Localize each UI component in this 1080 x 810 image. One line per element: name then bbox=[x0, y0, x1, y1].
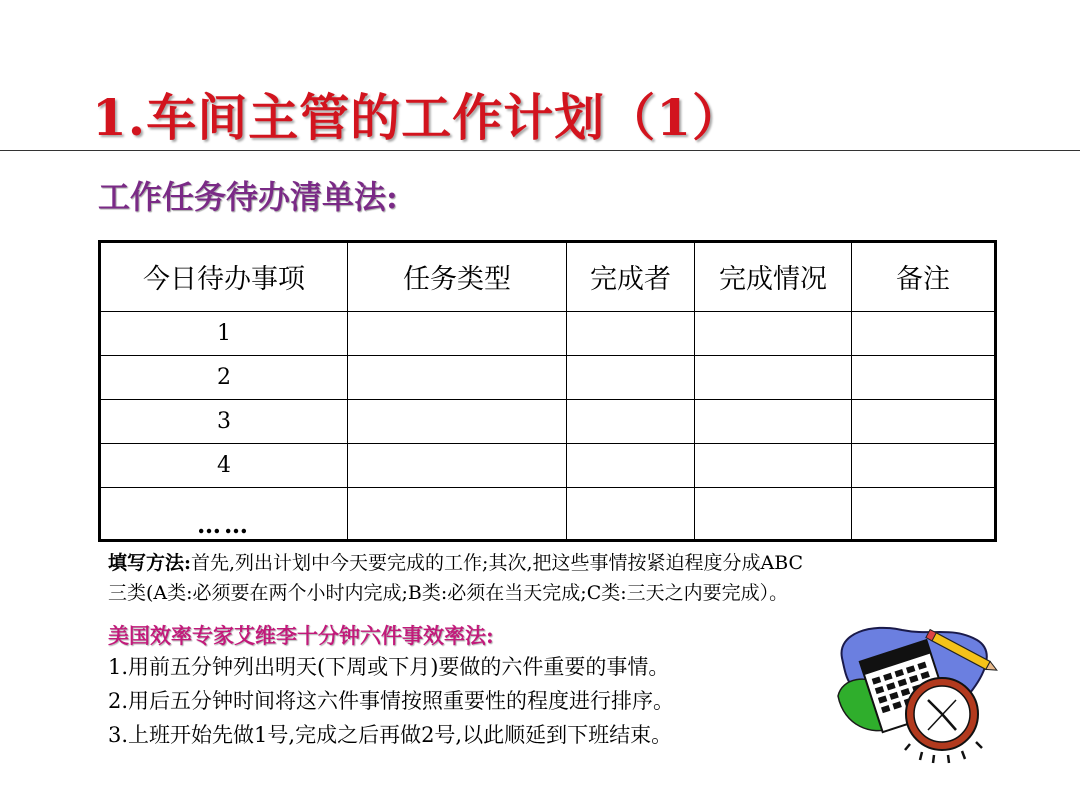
table-cell bbox=[695, 311, 852, 355]
table-row bbox=[100, 444, 996, 488]
header-cell: 备注 bbox=[852, 242, 996, 312]
page-title: 1.车间主管的工作计划（1） bbox=[92, 88, 743, 147]
list-item: 1.用前五分钟列出明天(下周或下月)要做的六件重要的事情。 bbox=[108, 655, 670, 679]
header-cell: 完成者 bbox=[567, 242, 695, 312]
header-cell: 今日待办事项 bbox=[100, 242, 348, 312]
todo-table bbox=[98, 240, 997, 542]
table-header-row bbox=[100, 242, 996, 312]
table-cell: 1 bbox=[100, 311, 348, 355]
fill-method-line-1 bbox=[108, 548, 1008, 578]
table-cell bbox=[348, 399, 567, 443]
table-cell: 3 bbox=[100, 399, 348, 443]
table-cell: 2 bbox=[100, 355, 348, 399]
fill-method-lead: 填写方法: bbox=[108, 552, 192, 574]
table-row bbox=[100, 355, 996, 399]
table-cell bbox=[348, 311, 567, 355]
fill-method-paragraph bbox=[108, 548, 1008, 608]
list-item: 2.用后五分钟时间将这六件事情按照重要性的程度进行排序。 bbox=[108, 689, 675, 713]
table-cell bbox=[695, 355, 852, 399]
table-cell bbox=[348, 355, 567, 399]
table-cell: 4 bbox=[100, 444, 348, 488]
expert-method-title: 美国效率专家艾维李十分钟六件事效率法: bbox=[108, 623, 494, 648]
table-cell bbox=[567, 488, 695, 541]
table-cell bbox=[852, 311, 996, 355]
expert-method-steps bbox=[108, 650, 674, 752]
table-cell bbox=[567, 355, 695, 399]
table-cell bbox=[852, 444, 996, 488]
table-row bbox=[100, 488, 996, 541]
table-cell bbox=[695, 444, 852, 488]
table-cell bbox=[348, 488, 567, 541]
header-cell: 完成情况 bbox=[695, 242, 852, 312]
table-cell bbox=[567, 399, 695, 443]
table-cell bbox=[567, 444, 695, 488]
table-row bbox=[100, 399, 996, 443]
table-cell bbox=[852, 488, 996, 541]
table-cell bbox=[852, 355, 996, 399]
table-cell bbox=[695, 399, 852, 443]
fill-method-line-2: 三类(A类:必须要在两个小时内完成;B类:必须在当天完成;C类:三天之内要完成）。 bbox=[108, 582, 789, 604]
fill-method-text: 首先,列出计划中今天要完成的工作;其次,把这些事情按紧迫程度分成ABC bbox=[191, 552, 804, 574]
table-row bbox=[100, 311, 996, 355]
title-divider bbox=[0, 150, 1080, 151]
calendar-clock-pencil-icon bbox=[832, 618, 1000, 766]
section-subtitle: 工作任务待办清单法: bbox=[98, 178, 398, 216]
table-cell bbox=[695, 488, 852, 541]
header-cell: 任务类型 bbox=[348, 242, 567, 312]
table-cell bbox=[567, 311, 695, 355]
table-cell: …… bbox=[100, 488, 348, 541]
table-cell bbox=[852, 399, 996, 443]
list-item: 3.上班开始先做1号,完成之后再做2号,以此顺延到下班结束。 bbox=[108, 723, 673, 747]
table-cell bbox=[348, 444, 567, 488]
